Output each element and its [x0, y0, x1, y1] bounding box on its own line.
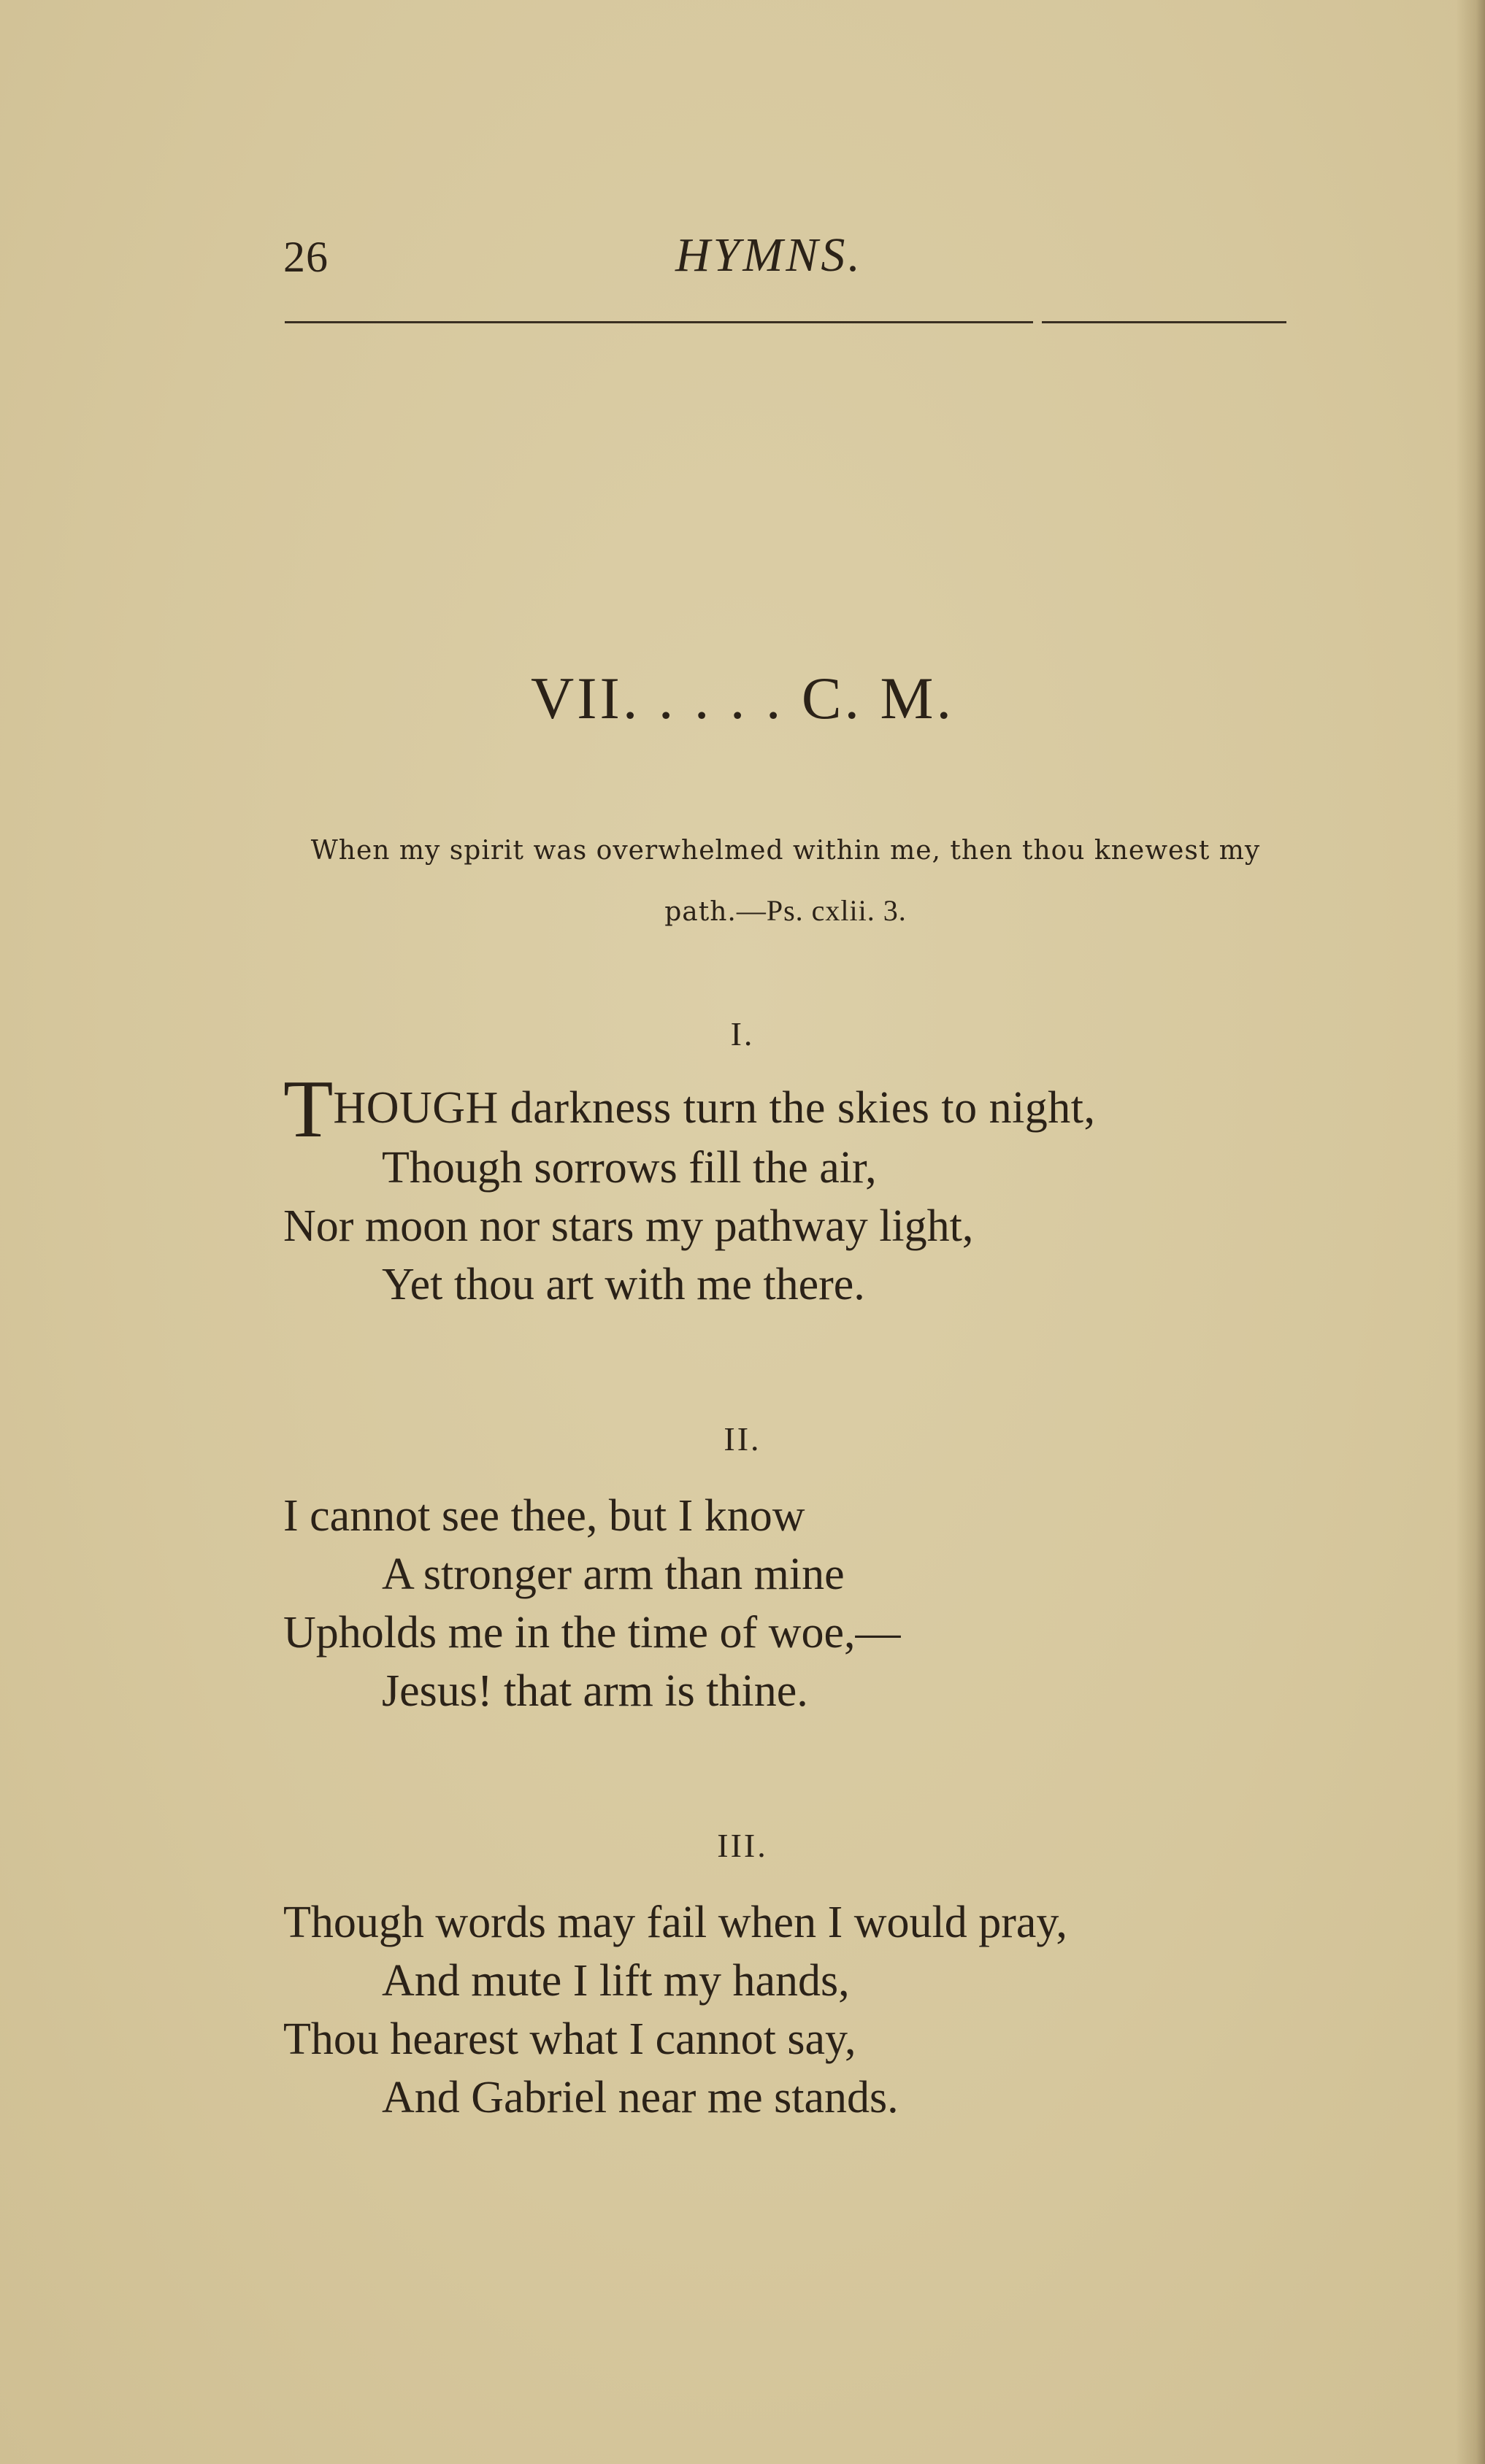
- hymn-number: VII. . . . . C. M.: [531, 665, 954, 731]
- page-number: 26: [283, 233, 329, 281]
- stanza-3: [283, 1893, 1305, 2127]
- drop-cap: T: [283, 1064, 334, 1155]
- stanza-3-line-4: And Gabriel near me stands.: [382, 2073, 899, 2122]
- stanza-2-line-2: A stronger arm than mine: [382, 1549, 845, 1599]
- epigraph-line-2-text: path.: [664, 897, 737, 927]
- epigraph-reference: —Ps. cxlii. 3.: [736, 894, 907, 927]
- stanza-3-line-3: Thou hearest what I cannot say,: [283, 2014, 856, 2064]
- stanza-2-line-4: Jesus! that arm is thine.: [382, 1666, 808, 1716]
- page-edge-shadow: [1456, 0, 1485, 2464]
- stanza-2: [283, 1487, 1305, 1720]
- stanza-1-line-2: Though sorrows fill the air,: [382, 1143, 877, 1193]
- stanza-3-line-2: And mute I lift my hands,: [382, 1956, 850, 2006]
- running-head: HYMNS.: [675, 228, 863, 282]
- stanza-1-line-4: Yet thou art with me there.: [382, 1260, 865, 1309]
- header-rule-gap: [1033, 318, 1042, 326]
- stanza-3-line-1: Though words may fail when I would pray,: [283, 1898, 1067, 1947]
- epigraph: [285, 821, 1286, 947]
- stanza-1-line-3: Nor moon nor stars my pathway light,: [283, 1201, 974, 1251]
- stanza-label-2: II.: [724, 1420, 761, 1458]
- stanza-1-line-1: [283, 1064, 1305, 1155]
- epigraph-line-2: [285, 881, 1286, 947]
- stanza-label-3: III.: [717, 1827, 768, 1864]
- header-rule: [285, 321, 1286, 323]
- epigraph-line-1: When my spirit was overwhelmed within me, then thou knewest my: [310, 836, 1261, 866]
- stanza-2-line-1: I cannot see thee, but I know: [283, 1491, 805, 1541]
- stanza-label-1: I.: [730, 1015, 755, 1052]
- stanza-2-line-3: Upholds me in the time of woe,—: [283, 1608, 901, 1658]
- stanza-1: [283, 1064, 1305, 1314]
- stanza-1-line-1-text: HOUGH darkness turn the skies to night,: [333, 1083, 1096, 1133]
